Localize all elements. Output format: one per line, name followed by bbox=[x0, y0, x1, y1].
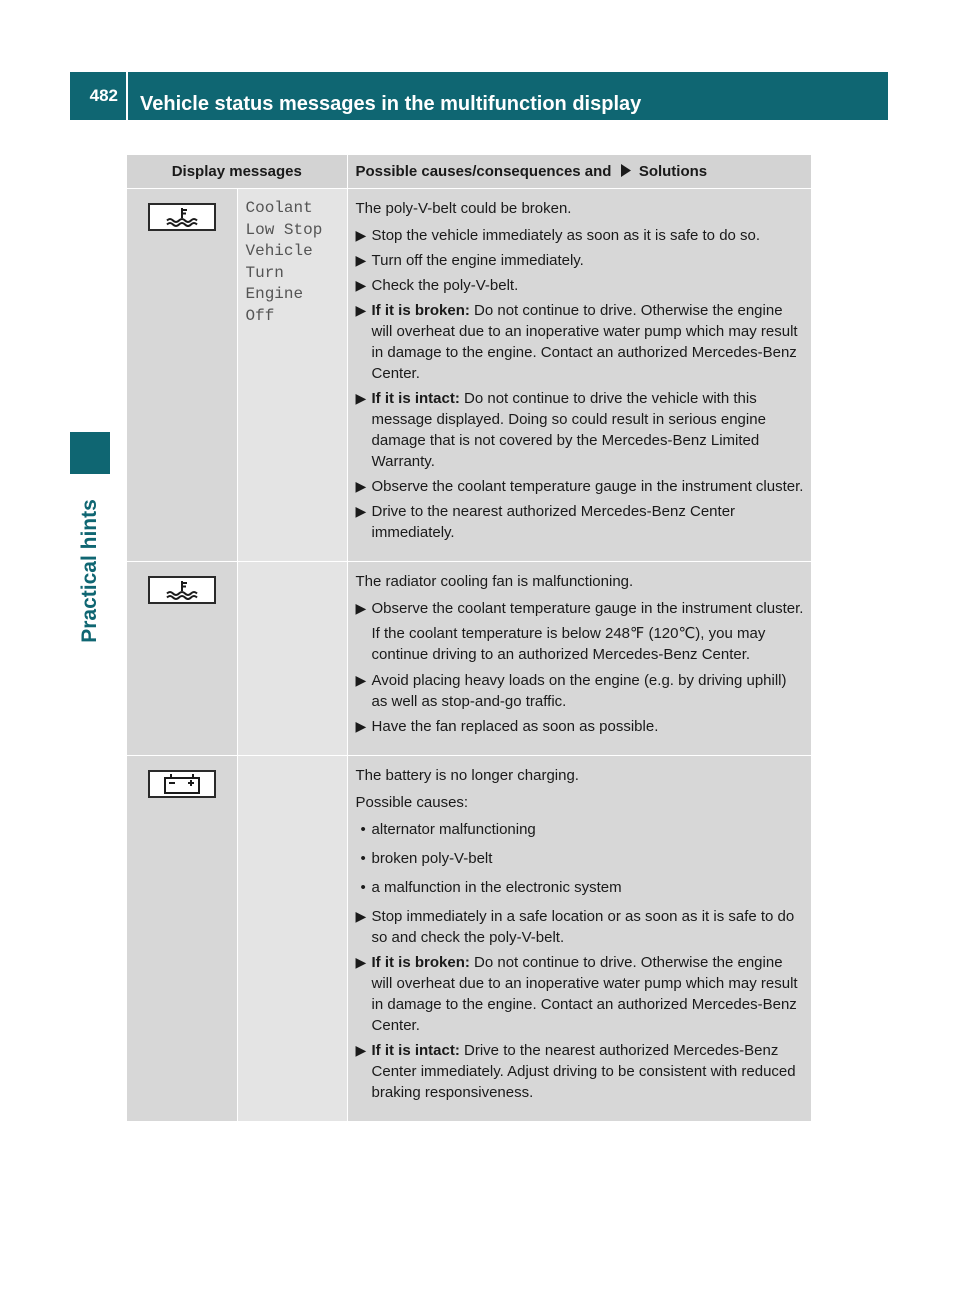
table-row bbox=[127, 189, 811, 562]
table-row bbox=[127, 562, 811, 756]
display-message-cell bbox=[237, 189, 347, 562]
solution-step: ▶ Observe the coolant temperature gauge in the instrument cluster. bbox=[355, 600, 804, 617]
table-row bbox=[127, 756, 811, 1122]
solution-step: ▶ Observe the coolant temperature gauge in the instrument cluster. bbox=[355, 478, 804, 495]
cause-item: • alternator malfunctioning bbox=[360, 821, 536, 838]
solution-step: ▶ If it is broken: Do not continue to drive. Otherwise the engine will overheat due to an inoperative water pump which may result in damage to the engine. Contact an authorized Mercedes-Benz Center. bbox=[355, 954, 798, 1034]
solution-step: ▶ Stop the vehicle immediately as soon as it is safe to do so. bbox=[355, 227, 761, 244]
coolant-temperature-icon bbox=[148, 203, 216, 231]
section-label: Practical hints bbox=[78, 499, 101, 643]
display-message-text: Coolant Low Stop Vehicle Turn Engine Off bbox=[245, 199, 323, 325]
cause-text: The poly-V-belt could be broken. bbox=[355, 200, 572, 217]
display-icon-cell bbox=[127, 189, 237, 562]
solution-step: ▶ Avoid placing heavy loads on the engine (e.g. by driving uphill) as well as stop-and-go traffic. bbox=[355, 672, 787, 710]
column-header-display: Display messages bbox=[127, 155, 347, 189]
solution-step: ▶ Turn off the engine immediately. bbox=[355, 252, 584, 269]
solution-step: ▶ Have the fan replaced as soon as possible. bbox=[355, 718, 659, 735]
display-icon-cell bbox=[127, 756, 237, 1122]
solution-step: ▶ If it is intact: Do not continue to drive the vehicle with this message displayed. Doing so could result in serious engine damage that is not covered by the Mercedes-Benz Limited Warranty. bbox=[355, 390, 766, 470]
status-messages-table bbox=[127, 155, 811, 1121]
battery-icon bbox=[148, 770, 216, 798]
cause-text: The radiator cooling fan is malfunctioning. bbox=[355, 573, 634, 590]
page-number: 482 bbox=[89, 86, 118, 105]
solution-step: ▶ Drive to the nearest authorized Mercedes-Benz Center immediately. bbox=[355, 503, 736, 541]
action-arrow-icon: ▶ bbox=[355, 390, 367, 406]
solution-note: If the coolant temperature is below 248℉ (120℃), you may continue driving to an authorized Mercedes-Benz Center. bbox=[371, 625, 766, 663]
action-arrow-icon: ▶ bbox=[355, 908, 367, 924]
section-tab-marker bbox=[70, 432, 110, 474]
action-arrow-icon: ▶ bbox=[355, 503, 367, 519]
display-message-cell bbox=[237, 562, 347, 756]
page-title: Vehicle status messages in the multifunction display bbox=[140, 92, 642, 115]
action-arrow-icon: ▶ bbox=[355, 302, 367, 318]
column-header-causes-suffix: Solutions bbox=[638, 163, 708, 180]
causes-label: Possible causes: bbox=[355, 794, 469, 811]
action-arrow-icon: ▶ bbox=[355, 718, 367, 734]
solutions-cell bbox=[347, 562, 811, 756]
solutions-cell bbox=[347, 756, 811, 1122]
solution-step: ▶ Check the poly-V-belt. bbox=[355, 277, 519, 294]
action-arrow-icon: ▶ bbox=[355, 600, 367, 616]
coolant-temperature-icon bbox=[148, 576, 216, 604]
column-header-causes bbox=[347, 155, 811, 189]
action-arrow-icon: ▶ bbox=[355, 252, 367, 268]
solution-step: ▶ Stop immediately in a safe location or as soon as it is safe to do so and check the poly-V-belt. bbox=[355, 908, 795, 946]
cause-text: The battery is no longer charging. bbox=[355, 767, 579, 784]
table-header-row bbox=[127, 155, 811, 189]
display-icon-cell bbox=[127, 562, 237, 756]
display-message-cell bbox=[237, 756, 347, 1122]
action-arrow-icon: ▶ bbox=[355, 478, 367, 494]
action-arrow-icon bbox=[620, 164, 631, 177]
solution-step: ▶ If it is intact: Drive to the nearest authorized Mercedes-Benz Center immediately. Adjust driving to be consistent with reduced braking responsiveness. bbox=[355, 1042, 796, 1101]
column-header-causes-prefix: Possible causes/consequences and bbox=[355, 163, 612, 180]
action-arrow-icon: ▶ bbox=[355, 277, 367, 293]
page-header bbox=[70, 72, 888, 120]
cause-item: • a malfunction in the electronic system bbox=[360, 879, 622, 896]
action-arrow-icon: ▶ bbox=[355, 227, 367, 243]
action-arrow-icon: ▶ bbox=[355, 954, 367, 970]
solutions-cell bbox=[347, 189, 811, 562]
action-arrow-icon: ▶ bbox=[355, 672, 367, 688]
solution-step: ▶ If it is broken: Do not continue to drive. Otherwise the engine will overheat due to an inoperative water pump which may result in damage to the engine. Contact an authorized Mercedes-Benz Center. bbox=[355, 302, 798, 382]
action-arrow-icon: ▶ bbox=[355, 1042, 367, 1058]
cause-item: • broken poly-V-belt bbox=[360, 850, 493, 867]
section-tab bbox=[70, 476, 110, 666]
